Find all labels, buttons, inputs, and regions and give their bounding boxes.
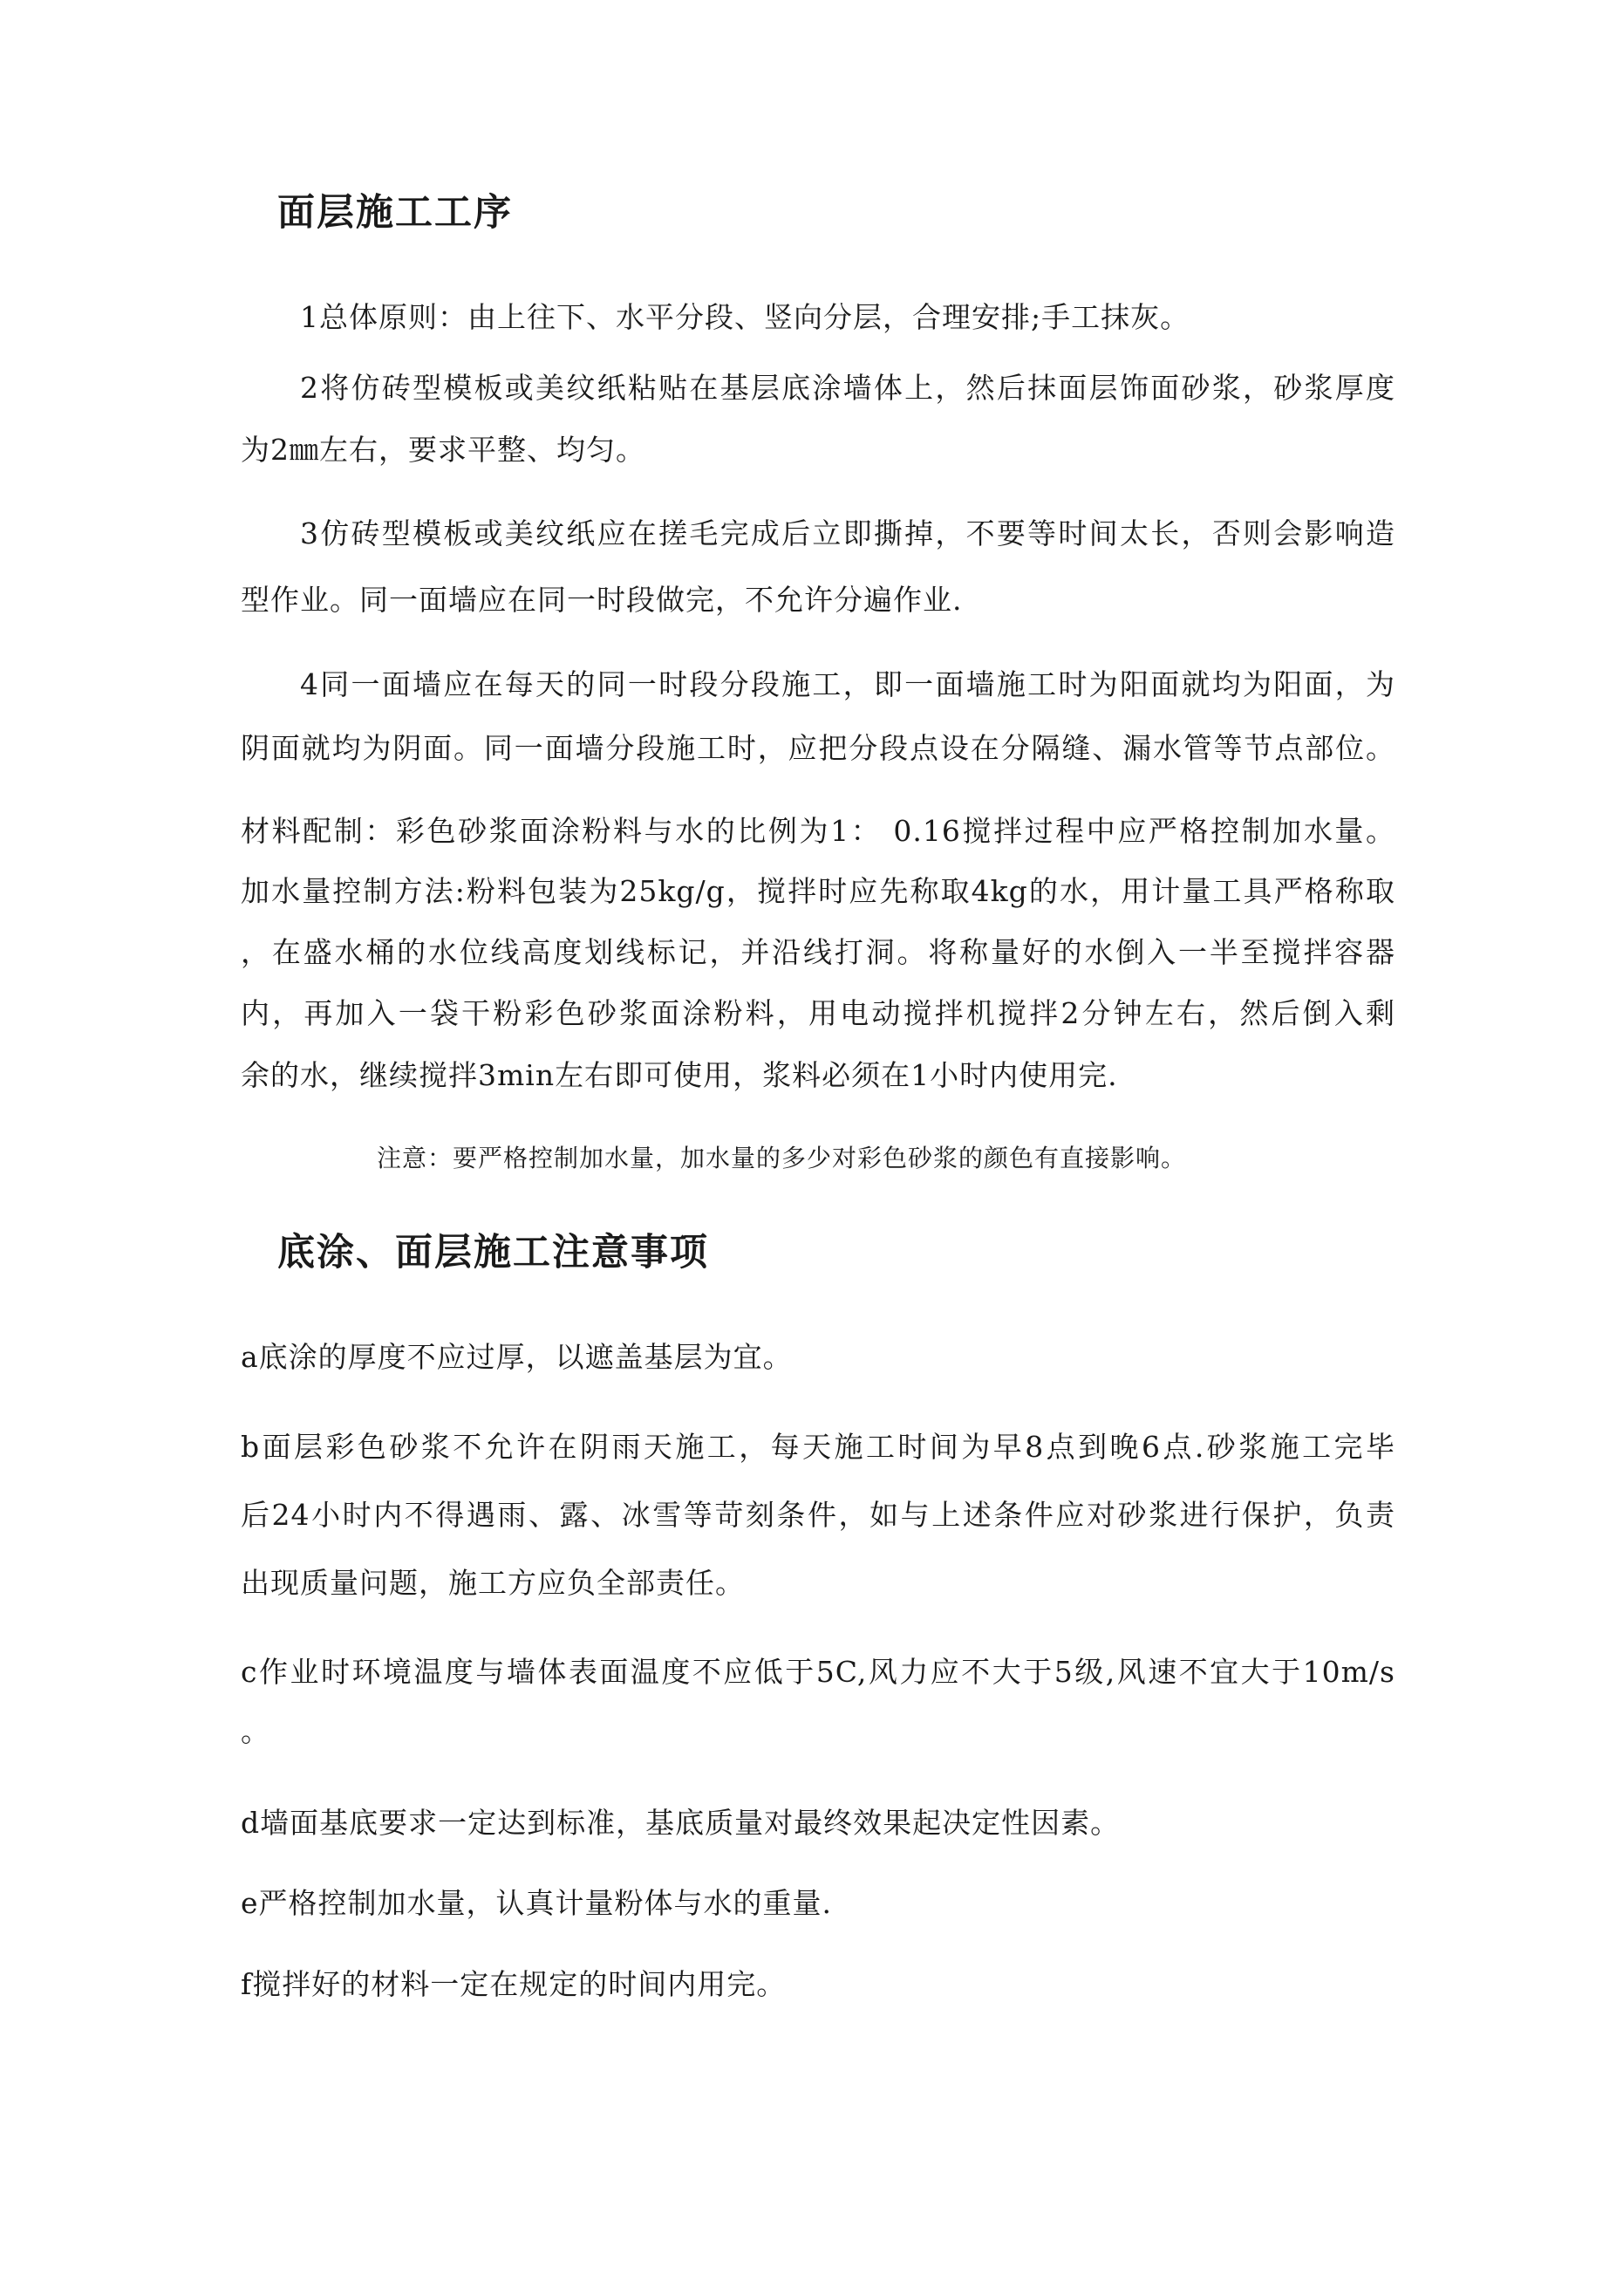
precaution-item-f: f搅拌好的材料一定在规定的时间内用完。 bbox=[241, 1967, 787, 2001]
precaution-item-c-line-1: c作业时环境温度与墙体表面温度不应低于5C,风力应不大于5级,风速不宜大于10m/s bbox=[241, 1655, 1395, 1689]
precaution-item-b-line-3: 出现质量问题，施工方应负全部责任。 bbox=[241, 1566, 745, 1600]
precaution-item-b-line-1: b面层彩色砂浆不允许在阴雨天施工，每天施工时间为早8点到晚6点.砂浆施工完毕 bbox=[241, 1430, 1395, 1464]
paragraph-item-1: 1总体原则：由上往下、水平分段、竖向分层，合理安排;手工抹灰。 bbox=[300, 300, 1190, 334]
section-title-precautions: 底涂、面层施工注意事项 bbox=[277, 1231, 709, 1274]
paragraph-item-4-line-2: 阴面就均为阴面。同一面墙分段施工时，应把分段点设在分隔缝、漏水管等节点部位。 bbox=[241, 731, 1395, 765]
paragraph-materials-line-5: 余的水，继续搅拌3min左右即可使用，浆料必须在1小时内使用完. bbox=[241, 1058, 1118, 1092]
paragraph-item-4-line-1: 4同一面墙应在每天的同一时段分段施工，即一面墙施工时为阳面就均为阳面，为 bbox=[300, 667, 1395, 701]
paragraph-materials-line-4: 内，再加入一袋干粉彩色砂浆面涂粉料，用电动搅拌机搅拌2分钟左右，然后倒入剩 bbox=[241, 996, 1395, 1030]
paragraph-materials-line-1: 材料配制：彩色砂浆面涂粉料与水的比例为1： 0.16搅拌过程中应严格控制加水量。 bbox=[241, 814, 1395, 848]
precaution-item-d: d墙面基底要求一定达到标准，基底质量对最终效果起决定性因素。 bbox=[241, 1806, 1121, 1840]
paragraph-item-3-line-1: 3仿砖型模板或美纹纸应在搓毛完成后立即撕掉，不要等时间太长，否则会影响造 bbox=[300, 516, 1395, 550]
paragraph-materials-line-2: 加水量控制方法:粉料包装为25kg/g，搅拌时应先称取4kg的水，用计量工具严格称取 bbox=[241, 874, 1395, 908]
paragraph-materials-line-3: ，在盛水桶的水位线高度划线标记，并沿线打洞。将称量好的水倒入一半至搅拌容器 bbox=[241, 935, 1395, 969]
precaution-item-e: e严格控制加水量，认真计量粉体与水的重量. bbox=[241, 1886, 833, 1920]
precaution-item-c-line-2: 。 bbox=[241, 1714, 270, 1748]
section-title-surface-process: 面层施工工序 bbox=[277, 191, 513, 235]
precaution-item-b-line-2: 后24小时内不得遇雨、露、冰雪等苛刻条件，如与上述条件应对砂浆进行保护，负责 bbox=[241, 1498, 1395, 1532]
precaution-item-a: a底涂的厚度不应过厚，以遮盖基层为宜。 bbox=[241, 1340, 793, 1374]
paragraph-item-2-line-1: 2将仿砖型模板或美纹纸粘贴在基层底涂墙体上，然后抹面层饰面砂浆，砂浆厚度 bbox=[300, 371, 1395, 405]
note-water-control: 注意：要严格控制加水量，加水量的多少对彩色砂浆的颜色有直接影响。 bbox=[377, 1144, 1187, 1172]
paragraph-item-3-line-2: 型作业。同一面墙应在同一时段做完，不允许分遍作业. bbox=[241, 583, 963, 617]
paragraph-item-2-line-2: 为2㎜左右，要求平整、均匀。 bbox=[241, 433, 645, 467]
